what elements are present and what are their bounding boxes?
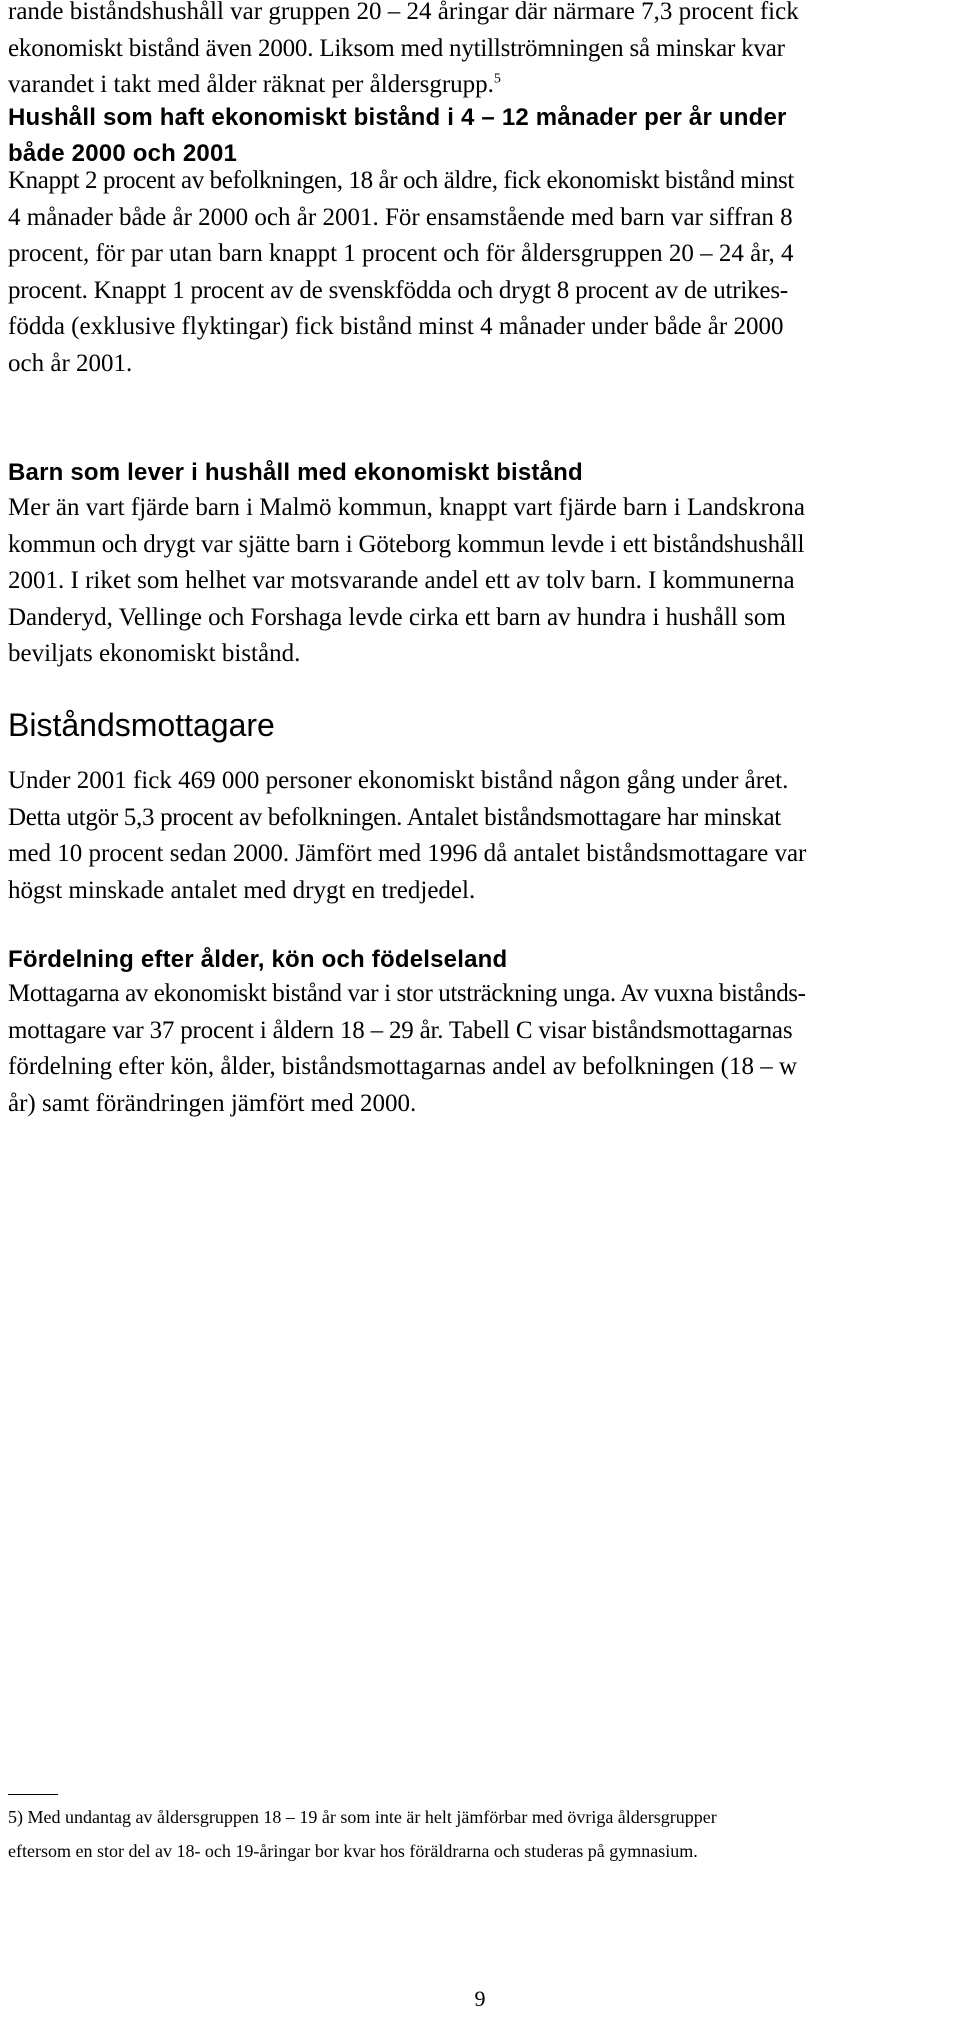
text-line: rande biståndshushåll var gruppen 20 – 24 åringar där närmare 7,3 procent fick [8, 0, 799, 25]
text-line: Mottagarna av ekonomiskt bistånd var i stor utsträckning unga. Av vuxna bistånds- [8, 980, 806, 1007]
distribution-paragraph [8, 976, 958, 1122]
children-paragraph [8, 490, 958, 673]
text-line: mottagare var 37 procent i åldern 18 – 29 år. Tabell C visar biståndsmottagarnas [8, 1016, 793, 1044]
section-heading-duration: Hushåll som haft ekonomiskt bistånd i 4 – 12 månader per år under både 2000 och 2001 [8, 104, 787, 167]
page-number: 9 [474, 1986, 486, 2011]
text-line: procent, för par utan barn knappt 1 procent och för åldersgruppen 20 – 24 år, 4 [8, 240, 794, 267]
text-line: födda (exklusive flyktingar) fick bistånd minst 4 månader under både år 2000 [8, 313, 784, 340]
footnote-divider [8, 1794, 58, 1795]
text-line: 4 månader både år 2000 och år 2001. För ensamstående med barn var siffran 8 [8, 203, 793, 231]
text-line: 2001. I riket som helhet var motsvarande andel ett av tolv barn. I kommunerna [8, 567, 795, 594]
intro-paragraph [8, 0, 958, 104]
section-heading-distribution: Fördelning efter ålder, kön och födelseland [8, 946, 508, 973]
text-line: högst minskade antalet med drygt en tredjedel. [8, 876, 476, 904]
footnote-reference: 5 [493, 71, 501, 87]
recipients-paragraph [8, 763, 958, 909]
footnote-line: 5) Med undantag av åldersgruppen 18 – 19 år som inte är helt jämförbar med övriga åldersgrupper [8, 1807, 717, 1827]
text-line: Under 2001 fick 469 000 personer ekonomiskt bistånd någon gång under året. [8, 767, 789, 794]
text-line: ekonomiskt bistånd även 2000. Liksom med nytillströmningen så minskar kvar [8, 34, 785, 62]
text-line: kommun och drygt var sjätte barn i Göteborg kommun levde i ett biståndshushåll [8, 530, 805, 558]
text-line: procent. Knappt 1 procent av de svenskfödda och drygt 8 procent av de utrikes- [8, 276, 788, 304]
footnote [8, 1800, 958, 1868]
section-heading-children: Barn som lever i hushåll med ekonomiskt bistånd [8, 459, 583, 486]
duration-paragraph [8, 163, 958, 382]
section-title-recipients: Biståndsmottagare [8, 707, 275, 743]
text-line: varandet i takt med ålder räknat per åldersgrupp.$^5$ [8, 71, 501, 98]
text-line: år) samt förändringen jämfört med 2000. [8, 1089, 417, 1117]
text-line: Knappt 2 procent av befolkningen, 18 år och äldre, fick ekonomiskt bistånd minst [8, 167, 794, 194]
text-line: Danderyd, Vellinge och Forshaga levde cirka ett barn av hundra i hushåll som [8, 603, 786, 631]
text-line: och år 2001. [8, 349, 133, 377]
text-line: Detta utgör 5,3 procent av befolkningen. Antalet biståndsmottagare har minskat [8, 803, 781, 831]
text-line: fördelning efter kön, ålder, biståndsmottagarnas andel av befolkningen (18 – w [8, 1053, 798, 1080]
text-line: med 10 procent sedan 2000. Jämfört med 1996 då antalet biståndsmottagare var [8, 840, 807, 867]
text-line: beviljats ekonomiskt bistånd. [8, 640, 301, 667]
footnote-line: eftersom en stor del av 18- och 19-åringar bor kvar hos föräldrarna och studeras på gymnasium. [8, 1841, 698, 1861]
text-line: Mer än vart fjärde barn i Malmö kommun, knappt vart fjärde barn i Landskrona [8, 494, 805, 521]
